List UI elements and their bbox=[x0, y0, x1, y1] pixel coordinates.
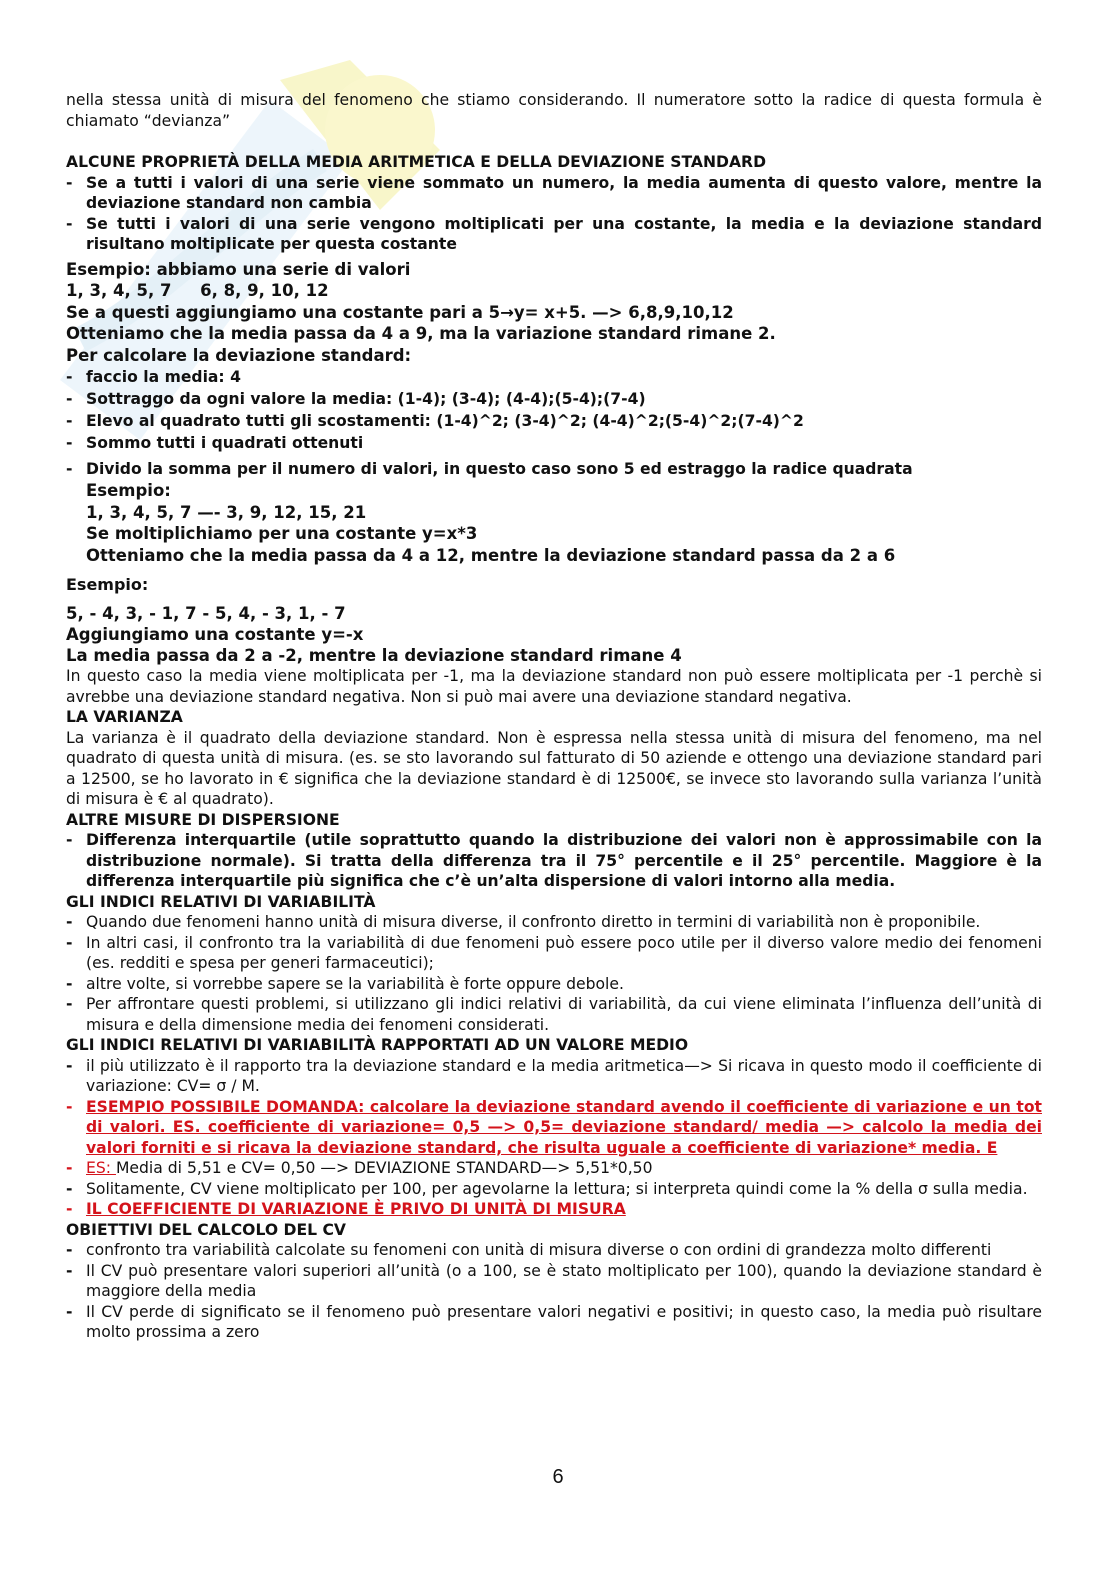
list-item: - In altri casi, il confronto tra la variabilità di due fenomeni può essere poco utile per il diverso valore medio dei fenomeni (es. redditi e spesa per generi farmaceutici); bbox=[66, 933, 1042, 972]
list-item: - Quando due fenomeni hanno unità di misura diverse, il confronto diretto in termini di variabilità non è proponibile. bbox=[66, 913, 981, 931]
list-item: - Solitamente, CV viene moltiplicato per 100, per agevolarne la lettura; si interpreta quindi come la % della σ sulla media. bbox=[66, 1179, 1028, 1198]
steps-list bbox=[66, 366, 1042, 480]
example-line: 5, - 4, 3, - 1, 7 - 5, 4, - 3, 1, - 7 bbox=[66, 604, 346, 623]
example-line: Se a questi aggiungiamo una costante pari a 5→y= x+5. —> 6,8,9,10,12 bbox=[66, 302, 734, 322]
list-item: - altre volte, si vorrebbe sapere se la variabilità è forte oppure debole. bbox=[66, 974, 624, 993]
example-line: 1, 3, 4, 5, 7 6, 8, 9, 10, 12 bbox=[66, 281, 329, 300]
list-item: - Se tutti i valori di una serie vengono moltiplicati per una costante, la media e la deviazione standard risultano moltiplicate per questa costante bbox=[66, 214, 1042, 253]
heading-relative-indices: GLI INDICI RELATIVI DI VARIABILITÀ bbox=[66, 892, 376, 911]
example-line: 1, 3, 4, 5, 7 —- 3, 9, 12, 15, 21 bbox=[86, 502, 367, 522]
list-item: - confronto tra variabilità calcolate su fenomeni con unità di misura diverse o con ordini di grandezza molto differenti bbox=[66, 1241, 992, 1259]
heading-other-measures: ALTRE MISURE DI DISPERSIONE bbox=[66, 810, 340, 829]
page-number: 6 bbox=[552, 1466, 564, 1488]
list-item: - Il CV può presentare valori superiori all’unità (o a 100, se è stato moltiplicato per 100), quando la deviazione standard è maggiore della media bbox=[66, 1261, 1042, 1300]
list-item: - faccio la media: 4 bbox=[66, 368, 241, 386]
intro-paragraph: nella stessa unità di misura del fenomeno che stiamo considerando. Il numeratore sotto la radice di questa formula è chiamato “devianza” bbox=[66, 91, 1042, 130]
heading-properties: ALCUNE PROPRIETÀ DELLA MEDIA ARITMETICA E DELLA DEVIAZIONE STANDARD bbox=[66, 153, 767, 171]
variance-paragraph: La varianza è il quadrato della deviazione standard. Non è espressa nella stessa unità di misura del fenomeno, ma nel quadrato di questa unità di misura. (es. se sto lavorando sul fatturato di 50 aziende e ottengo una deviazione standard pari a 12500, se ho lavorato in € significa che la deviazione standard è di 12500€, se invece sto lavorando sulla varianza l’unità di misura è € al quadrato). bbox=[66, 728, 1042, 808]
example-block-1 bbox=[66, 259, 1042, 367]
list-item: - ESEMPIO POSSIBILE DOMANDA: calcolare la deviazione standard avendo il coefficiente di variazione e un tot di valori. ES. coefficiente di variazione= 0,5 —> 0,5= deviazione standard/ media —> calcolo la media dei valori forniti e si ricava la deviazione standard, che risulta uguale a coefficiente di variazione* media. E bbox=[66, 1097, 1042, 1157]
example-line: Esempio: abbiamo una serie di valori bbox=[66, 259, 411, 279]
document-page bbox=[66, 90, 1042, 1343]
list-item: - Il CV perde di significato se il fenomeno può presentare valori negativi e positivi; in questo caso, la media può risultare molto prossima a zero bbox=[66, 1302, 1042, 1341]
list-item: - Sottraggo da ogni valore la media: (1-4); (3-4); (4-4);(5-4);(7-4) bbox=[66, 390, 646, 408]
example-note: In questo caso la media viene moltiplicata per -1, ma la deviazione standard non può essere moltiplicata per -1 perchè si avrebbe una deviazione standard negativa. Non si può mai avere una deviazione standard negativa. bbox=[66, 667, 1042, 706]
list-item: - Se a tutti i valori di una serie viene sommato un numero, la media aumenta di questo valore, mentre la deviazione standard non cambia bbox=[66, 173, 1042, 212]
example-line: Per calcolare la deviazione standard: bbox=[66, 345, 412, 365]
example-line: Aggiungiamo una costante y=-x bbox=[66, 625, 364, 644]
heading-variance: LA VARIANZA bbox=[66, 708, 183, 726]
example-line: La media passa da 2 a -2, mentre la deviazione standard rimane 4 bbox=[66, 646, 682, 665]
example-line: Se moltiplichiamo per una costante y=x*3 bbox=[86, 524, 478, 543]
example-label: Esempio: bbox=[66, 575, 149, 594]
list-item: - Elevo al quadrato tutti gli scostamenti: (1-4)^2; (3-4)^2; (4-4)^2;(5-4)^2;(7-4)^2 bbox=[66, 412, 804, 430]
list-item: - IL COEFFICIENTE DI VARIAZIONE È PRIVO DI UNITÀ DI MISURA bbox=[66, 1200, 626, 1218]
heading-relative-indices-mean: GLI INDICI RELATIVI DI VARIABILITÀ RAPPORTATI AD UN VALORE MEDIO bbox=[66, 1036, 689, 1054]
list-item: - Per affrontare questi problemi, si utilizzano gli indici relativi di variabilità, da cui viene eliminata l’influenza dell’unità di misura e della dimensione media dei fenomeni considerati. bbox=[66, 995, 1042, 1034]
list-item: - Differenza interquartile (utile soprattutto quando la distribuzione dei valori non è approssimabile con la distribuzione normale). Si tratta della differenza tra il 75° percentile e il 25° percentile. Maggiore è la differenza interquartile più significa che c’è un’alta dispersione di valori intorno alla media. bbox=[66, 831, 1042, 890]
example-line: Otteniamo che la media passa da 4 a 9, ma la variazione standard rimane 2. bbox=[66, 324, 776, 343]
list-item: - Divido la somma per il numero di valori, in questo caso sono 5 ed estraggo la radice quadrata bbox=[66, 460, 913, 478]
heading-cv-objectives: OBIETTIVI DEL CALCOLO DEL CV bbox=[66, 1220, 346, 1239]
example-line: Esempio: bbox=[86, 481, 171, 500]
example-block-2 bbox=[66, 480, 1042, 566]
list-item: - Sommo tutti i quadrati ottenuti bbox=[66, 434, 364, 452]
example-block-3 bbox=[66, 603, 1042, 666]
list-item: - ES: Media di 5,51 e CV= 0,50 —> DEVIAZIONE STANDARD—> 5,51*0,50 bbox=[66, 1159, 653, 1177]
example-line: Otteniamo che la media passa da 4 a 12, mentre la deviazione standard passa da 2 a 6 bbox=[86, 545, 896, 565]
list-item: - il più utilizzato è il rapporto tra la deviazione standard e la media aritmetica—> Si ricava in questo modo il coefficiente di variazione: CV= σ / M. bbox=[66, 1056, 1042, 1095]
